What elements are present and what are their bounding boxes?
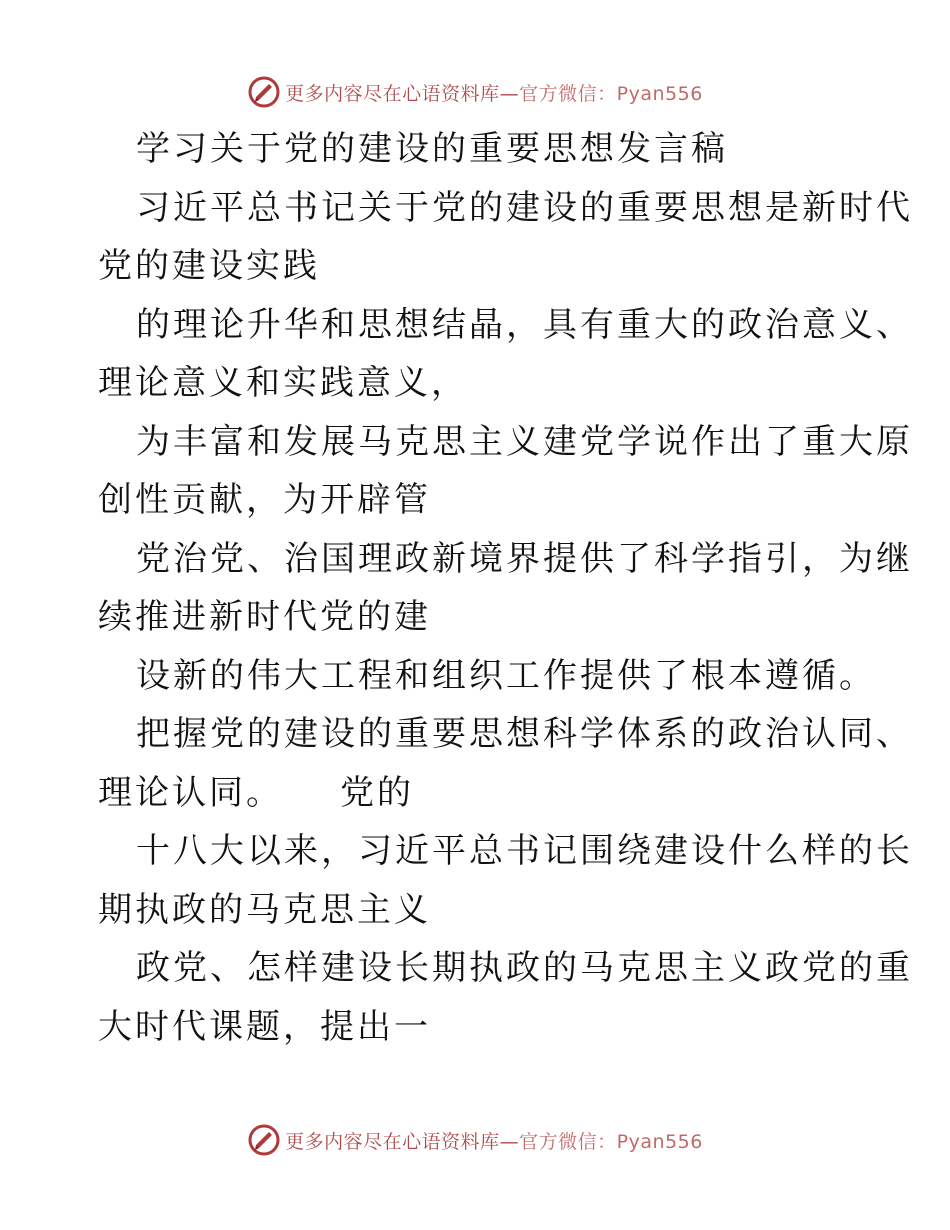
document-body xyxy=(98,120,913,1056)
text-line: 理论意义和实践意义， xyxy=(98,363,468,403)
text-line: 学习关于党的建设的重要思想发言稿 xyxy=(136,129,728,169)
text-line: 的理论升华和思想结晶，具有重大的政治意义、 xyxy=(136,304,913,345)
text-line: 把握党的建设的重要思想科学体系的政治认同、 xyxy=(136,714,913,754)
text-line: 党治党、治国理政新境界提供了科学指引，为继 xyxy=(136,538,913,579)
text-line: 设新的伟大工程和组织工作提供了根本遵循。 xyxy=(136,655,876,696)
text-line: 大时代课题，提出一 xyxy=(98,1006,431,1047)
banner-text: 更多内容尽在心语资料库—官方微信：Pyan556 xyxy=(285,82,703,105)
text-line: 党的建设实践 xyxy=(98,246,320,286)
text-line: 期执政的马克思主义 xyxy=(98,889,431,930)
text-line: 续推进新时代党的建 xyxy=(98,597,431,637)
text-line: 为丰富和发展马克思主义建党学说作出了重大原 xyxy=(136,421,913,462)
text-line: 政党、怎样建设长期执政的马克思主义政党的重 xyxy=(136,948,913,988)
header-banner xyxy=(0,72,950,112)
logo-icon xyxy=(247,75,281,109)
banner-text: 更多内容尽在心语资料库—官方微信：Pyan556 xyxy=(285,1130,703,1153)
text-line: 习近平总书记关于党的建设的重要思想是新时代 xyxy=(136,187,913,228)
footer-banner xyxy=(0,1120,950,1160)
text-line: 创性贡献，为开辟管 xyxy=(98,480,431,520)
text-line: 十八大以来，习近平总书记围绕建设什么样的长 xyxy=(136,831,913,871)
logo-icon xyxy=(247,1123,281,1157)
text-line: 理论认同。 党的 xyxy=(98,772,414,813)
